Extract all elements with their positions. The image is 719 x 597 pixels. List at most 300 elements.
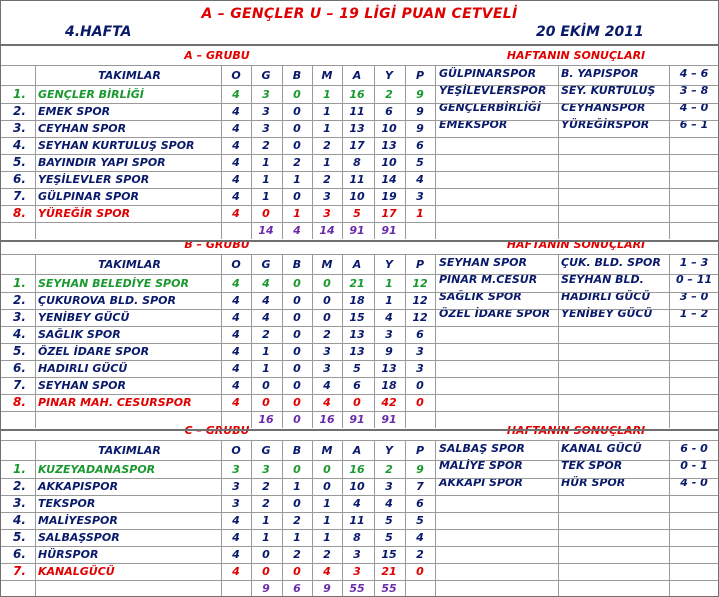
stat-m: 0 bbox=[323, 463, 331, 476]
stat-b: 0 bbox=[293, 362, 301, 375]
grid-column-line bbox=[282, 254, 283, 428]
stat-p: 1 bbox=[416, 207, 424, 220]
stat-o: 4 bbox=[232, 379, 240, 392]
total-g: 14 bbox=[258, 224, 274, 237]
stat-o: 4 bbox=[232, 105, 240, 118]
team-rank: 5. bbox=[13, 530, 26, 544]
grid-column-line bbox=[312, 440, 313, 597]
team-rank: 1. bbox=[13, 276, 26, 290]
grid-column-line bbox=[251, 254, 252, 428]
team-name: HADIRLI GÜCÜ bbox=[38, 362, 128, 375]
result-away-team: YENİBEY GÜCÜ bbox=[561, 307, 653, 320]
team-name: SEYHAN SPOR bbox=[38, 379, 126, 392]
total-b: 0 bbox=[293, 413, 301, 426]
stat-a: 5 bbox=[353, 207, 361, 220]
stat-g: 0 bbox=[262, 207, 270, 220]
stat-a: 6 bbox=[353, 379, 361, 392]
results-title: HAFTANIN SONUÇLARI bbox=[506, 424, 646, 437]
group-title: A – GRUBU bbox=[184, 49, 250, 62]
team-rank: 5. bbox=[13, 344, 26, 358]
team-rank: 7. bbox=[13, 189, 26, 203]
grid-line bbox=[1, 309, 718, 310]
stat-g: 4 bbox=[262, 277, 270, 290]
grid-line bbox=[1, 292, 718, 293]
result-home-team: GENÇLERBİRLİĞİ bbox=[439, 101, 541, 114]
stat-y: 6 bbox=[385, 105, 393, 118]
grid-line bbox=[1, 563, 718, 564]
total-y: 91 bbox=[381, 413, 397, 426]
column-header-y: Y bbox=[385, 258, 393, 271]
stat-a: 8 bbox=[353, 531, 361, 544]
stat-a: 3 bbox=[353, 565, 361, 578]
stat-y: 13 bbox=[381, 362, 397, 375]
team-name: CEYHAN SPOR bbox=[38, 122, 127, 135]
stat-m: 1 bbox=[323, 105, 331, 118]
stat-g: 0 bbox=[262, 548, 270, 561]
stat-a: 17 bbox=[349, 139, 365, 152]
stat-y: 1 bbox=[385, 294, 393, 307]
total-b: 4 bbox=[293, 224, 301, 237]
stat-y: 42 bbox=[381, 396, 397, 409]
stat-y: 4 bbox=[385, 311, 393, 324]
stat-g: 3 bbox=[262, 88, 270, 101]
stat-m: 4 bbox=[323, 396, 331, 409]
team-rank: 7. bbox=[13, 564, 26, 578]
stat-o: 4 bbox=[232, 122, 240, 135]
grid-line bbox=[1, 512, 718, 513]
stat-g: 0 bbox=[262, 396, 270, 409]
stat-b: 0 bbox=[293, 277, 301, 290]
result-away-team: CEYHANSPOR bbox=[561, 101, 646, 114]
grid-column-line bbox=[669, 65, 670, 239]
stat-m: 1 bbox=[323, 156, 331, 169]
stat-o: 4 bbox=[232, 548, 240, 561]
stat-m: 3 bbox=[323, 362, 331, 375]
stat-b: 0 bbox=[293, 328, 301, 341]
team-name: TEKSPOR bbox=[38, 497, 96, 510]
result-score: 1 – 3 bbox=[679, 256, 709, 269]
stat-a: 13 bbox=[349, 122, 365, 135]
stat-o: 3 bbox=[232, 463, 240, 476]
grid-line bbox=[1, 460, 718, 461]
result-score: 0 - 1 bbox=[680, 459, 708, 472]
stat-p: 9 bbox=[416, 88, 424, 101]
grid-line bbox=[1, 360, 718, 361]
results-title: HAFTANIN SONUÇLARI bbox=[506, 49, 646, 62]
stat-o: 4 bbox=[232, 531, 240, 544]
result-away-team: HÜR SPOR bbox=[561, 476, 626, 489]
grid-line bbox=[1, 546, 718, 547]
team-name: ÖZEL İDARE SPOR bbox=[38, 345, 150, 358]
stat-b: 0 bbox=[293, 88, 301, 101]
stat-o: 4 bbox=[232, 328, 240, 341]
result-home-team: EMEKSPOR bbox=[439, 118, 508, 131]
stat-y: 10 bbox=[381, 122, 397, 135]
result-home-team: SEYHAN SPOR bbox=[439, 256, 527, 269]
stat-g: 4 bbox=[262, 294, 270, 307]
result-home-team: SAĞLIK SPOR bbox=[439, 290, 522, 303]
team-rank: 3. bbox=[13, 496, 26, 510]
team-name: HÜRSPOR bbox=[38, 548, 99, 561]
grid-column-line bbox=[435, 440, 436, 597]
stat-m: 0 bbox=[323, 480, 331, 493]
grid-column-line bbox=[221, 440, 222, 597]
grid-column-line bbox=[35, 65, 36, 239]
stat-y: 21 bbox=[381, 565, 397, 578]
team-name: YEŞİLEVLER SPOR bbox=[38, 173, 150, 186]
team-rank: 6. bbox=[13, 361, 26, 375]
grid-column-line bbox=[374, 440, 375, 597]
grid-column-line bbox=[405, 254, 406, 428]
stat-o: 4 bbox=[232, 514, 240, 527]
team-name: EMEK SPOR bbox=[38, 105, 111, 118]
result-score: 6 - 0 bbox=[680, 442, 708, 455]
sheet-title: A – GENÇLER U – 19 LİGİ PUAN CETVELİ bbox=[201, 6, 518, 22]
stat-b: 0 bbox=[293, 396, 301, 409]
stat-m: 4 bbox=[323, 379, 331, 392]
total-m: 14 bbox=[319, 224, 335, 237]
grid-column-line bbox=[558, 254, 559, 428]
team-name: ÇUKUROVA BLD. SPOR bbox=[38, 294, 176, 307]
grid-column-line bbox=[342, 65, 343, 239]
total-g: 9 bbox=[262, 582, 270, 595]
stat-o: 4 bbox=[232, 277, 240, 290]
stat-o: 4 bbox=[232, 362, 240, 375]
grid-line bbox=[1, 103, 718, 104]
stat-b: 1 bbox=[293, 480, 301, 493]
total-g: 16 bbox=[258, 413, 274, 426]
result-away-team: YÜREĞİRSPOR bbox=[561, 118, 650, 131]
stat-g: 1 bbox=[262, 362, 270, 375]
stat-p: 6 bbox=[416, 497, 424, 510]
stat-y: 5 bbox=[385, 531, 393, 544]
stat-y: 18 bbox=[381, 379, 397, 392]
stat-g: 1 bbox=[262, 514, 270, 527]
stat-p: 12 bbox=[412, 277, 428, 290]
stat-m: 3 bbox=[323, 190, 331, 203]
grid-line bbox=[1, 171, 718, 172]
column-header-m: M bbox=[321, 69, 333, 82]
stat-p: 7 bbox=[416, 480, 424, 493]
column-header-m: M bbox=[321, 444, 333, 457]
column-header-p: P bbox=[415, 258, 425, 271]
result-home-team: YEŞİLEVLERSPOR bbox=[439, 84, 547, 97]
grid-line bbox=[1, 188, 718, 189]
grid-column-line bbox=[342, 440, 343, 597]
stat-g: 4 bbox=[262, 311, 270, 324]
team-name: SAĞLIK SPOR bbox=[38, 328, 121, 341]
stat-p: 9 bbox=[416, 463, 424, 476]
result-home-team: ÖZEL İDARE SPOR bbox=[439, 307, 551, 320]
stat-p: 12 bbox=[412, 311, 428, 324]
stat-a: 11 bbox=[349, 514, 365, 527]
stat-y: 19 bbox=[381, 190, 397, 203]
grid-line bbox=[1, 274, 718, 275]
column-header-m: M bbox=[321, 258, 333, 271]
result-score: 4 - 0 bbox=[680, 476, 708, 489]
result-home-team: PINAR M.CESUR bbox=[439, 273, 538, 286]
grid-line bbox=[1, 377, 718, 378]
grid-line bbox=[1, 411, 718, 412]
grid-line bbox=[1, 495, 718, 496]
stat-o: 3 bbox=[232, 497, 240, 510]
team-name: SEYHAN KURTULUŞ SPOR bbox=[38, 139, 195, 152]
stat-p: 4 bbox=[416, 173, 424, 186]
team-rank: 5. bbox=[13, 155, 26, 169]
grid-column-line bbox=[312, 65, 313, 239]
total-a: 91 bbox=[349, 224, 365, 237]
column-header-y: Y bbox=[385, 69, 393, 82]
stat-p: 5 bbox=[416, 514, 424, 527]
column-header-b: B bbox=[292, 444, 302, 457]
total-a: 55 bbox=[349, 582, 365, 595]
stat-a: 0 bbox=[353, 396, 361, 409]
result-score: 6 – 1 bbox=[679, 118, 709, 131]
team-rank: 6. bbox=[13, 547, 26, 561]
grid-column-line bbox=[35, 254, 36, 428]
result-score: 1 – 2 bbox=[679, 307, 709, 320]
group-divider bbox=[1, 429, 718, 431]
stat-y: 15 bbox=[381, 548, 397, 561]
grid-column-line bbox=[251, 65, 252, 239]
team-rank: 8. bbox=[13, 395, 26, 409]
grid-line bbox=[1, 254, 718, 255]
column-header-g: G bbox=[261, 258, 271, 271]
stat-b: 0 bbox=[293, 345, 301, 358]
stat-a: 16 bbox=[349, 463, 365, 476]
grid-column-line bbox=[35, 440, 36, 597]
stat-p: 5 bbox=[416, 156, 424, 169]
stat-p: 6 bbox=[416, 328, 424, 341]
result-home-team: SALBAŞ SPOR bbox=[439, 442, 525, 455]
result-away-team: TEK SPOR bbox=[561, 459, 623, 472]
result-away-team: ÇUK. BLD. SPOR bbox=[561, 256, 661, 269]
stat-a: 13 bbox=[349, 345, 365, 358]
result-score: 3 – 0 bbox=[679, 290, 709, 303]
column-header-teams: TAKIMLAR bbox=[98, 444, 161, 457]
stat-m: 2 bbox=[323, 328, 331, 341]
stat-o: 4 bbox=[232, 207, 240, 220]
team-rank: 3. bbox=[13, 121, 26, 135]
result-home-team: AKKAPI SPOR bbox=[439, 476, 523, 489]
stat-m: 3 bbox=[323, 207, 331, 220]
stat-a: 15 bbox=[349, 311, 365, 324]
stat-m: 1 bbox=[323, 531, 331, 544]
stat-p: 0 bbox=[416, 396, 424, 409]
stat-y: 4 bbox=[385, 497, 393, 510]
stat-y: 3 bbox=[385, 328, 393, 341]
stat-m: 1 bbox=[323, 122, 331, 135]
stat-m: 1 bbox=[323, 514, 331, 527]
team-rank: 1. bbox=[13, 462, 26, 476]
grid-line bbox=[1, 529, 718, 530]
stat-o: 4 bbox=[232, 311, 240, 324]
results-title: HAFTANIN SONUÇLARI bbox=[506, 238, 646, 251]
stat-y: 2 bbox=[385, 463, 393, 476]
team-name: GENÇLER BİRLİĞİ bbox=[38, 88, 144, 101]
column-header-o: O bbox=[231, 258, 241, 271]
total-y: 91 bbox=[381, 224, 397, 237]
stat-a: 18 bbox=[349, 294, 365, 307]
team-rank: 2. bbox=[13, 104, 26, 118]
column-header-y: Y bbox=[385, 444, 393, 457]
grid-line bbox=[1, 137, 718, 138]
stat-b: 1 bbox=[293, 207, 301, 220]
column-header-a: A bbox=[352, 444, 362, 457]
grid-line bbox=[1, 580, 718, 581]
total-b: 6 bbox=[293, 582, 301, 595]
stat-g: 1 bbox=[262, 156, 270, 169]
stat-m: 2 bbox=[323, 139, 331, 152]
stat-a: 5 bbox=[353, 362, 361, 375]
column-header-g: G bbox=[261, 69, 271, 82]
column-header-teams: TAKIMLAR bbox=[98, 69, 161, 82]
stat-g: 3 bbox=[262, 463, 270, 476]
stat-a: 3 bbox=[353, 548, 361, 561]
total-m: 16 bbox=[319, 413, 335, 426]
team-rank: 3. bbox=[13, 310, 26, 324]
stat-g: 2 bbox=[262, 480, 270, 493]
stat-g: 2 bbox=[262, 139, 270, 152]
grid-line bbox=[1, 154, 718, 155]
column-header-b: B bbox=[292, 258, 302, 271]
team-name: YENİBEY GÜCÜ bbox=[38, 311, 130, 324]
stat-y: 3 bbox=[385, 480, 393, 493]
stat-m: 2 bbox=[323, 548, 331, 561]
stat-p: 3 bbox=[416, 345, 424, 358]
stat-p: 0 bbox=[416, 379, 424, 392]
stat-y: 10 bbox=[381, 156, 397, 169]
team-rank: 4. bbox=[13, 327, 26, 341]
team-name: AKKAPISPOR bbox=[38, 480, 119, 493]
result-away-team: SEYHAN BLD. bbox=[561, 273, 644, 286]
stat-o: 3 bbox=[232, 480, 240, 493]
stat-p: 9 bbox=[416, 122, 424, 135]
stat-a: 4 bbox=[353, 497, 361, 510]
total-m: 9 bbox=[323, 582, 331, 595]
stat-o: 4 bbox=[232, 396, 240, 409]
team-rank: 6. bbox=[13, 172, 26, 186]
stat-b: 2 bbox=[293, 156, 301, 169]
stat-a: 16 bbox=[349, 88, 365, 101]
group-divider bbox=[1, 240, 718, 242]
stat-b: 0 bbox=[293, 311, 301, 324]
grid-line bbox=[1, 222, 718, 223]
stat-g: 1 bbox=[262, 531, 270, 544]
stat-b: 2 bbox=[293, 514, 301, 527]
stat-y: 14 bbox=[381, 173, 397, 186]
grid-column-line bbox=[669, 254, 670, 428]
stat-o: 4 bbox=[232, 173, 240, 186]
week-label: 4.HAFTA bbox=[65, 24, 132, 40]
stat-g: 3 bbox=[262, 122, 270, 135]
grid-line bbox=[1, 394, 718, 395]
stat-b: 2 bbox=[293, 548, 301, 561]
stat-o: 4 bbox=[232, 156, 240, 169]
team-name: PINAR MAH. CESURSPOR bbox=[38, 396, 192, 409]
stat-y: 17 bbox=[381, 207, 397, 220]
stat-b: 0 bbox=[293, 463, 301, 476]
stat-g: 0 bbox=[262, 379, 270, 392]
result-away-team: SEY. KURTULUŞ bbox=[561, 84, 656, 97]
stat-g: 2 bbox=[262, 328, 270, 341]
stat-y: 1 bbox=[385, 277, 393, 290]
title-divider bbox=[1, 44, 718, 46]
column-header-p: P bbox=[415, 444, 425, 457]
team-name: BAYINDIR YAPI SPOR bbox=[38, 156, 166, 169]
stat-a: 21 bbox=[349, 277, 365, 290]
stat-p: 0 bbox=[416, 565, 424, 578]
grid-column-line bbox=[405, 440, 406, 597]
stat-m: 1 bbox=[323, 497, 331, 510]
team-rank: 4. bbox=[13, 513, 26, 527]
grid-column-line bbox=[251, 440, 252, 597]
stat-b: 1 bbox=[293, 173, 301, 186]
stat-y: 5 bbox=[385, 514, 393, 527]
grid-line bbox=[1, 85, 718, 86]
stat-b: 0 bbox=[293, 190, 301, 203]
grid-line bbox=[1, 120, 718, 121]
stat-g: 1 bbox=[262, 173, 270, 186]
stat-p: 2 bbox=[416, 548, 424, 561]
stat-g: 3 bbox=[262, 105, 270, 118]
team-name: SEYHAN BELEDİYE SPOR bbox=[38, 277, 189, 290]
result-home-team: MALİYE SPOR bbox=[439, 459, 523, 472]
stat-m: 0 bbox=[323, 294, 331, 307]
stat-p: 6 bbox=[416, 139, 424, 152]
group-title: B – GRUBU bbox=[184, 238, 250, 251]
stat-b: 0 bbox=[293, 139, 301, 152]
grid-line bbox=[1, 343, 718, 344]
team-rank: 2. bbox=[13, 293, 26, 307]
stat-b: 0 bbox=[293, 122, 301, 135]
grid-column-line bbox=[435, 65, 436, 239]
grid-line bbox=[1, 205, 718, 206]
stat-m: 0 bbox=[323, 311, 331, 324]
result-score: 0 – 11 bbox=[675, 273, 713, 286]
stat-o: 4 bbox=[232, 294, 240, 307]
stat-m: 3 bbox=[323, 345, 331, 358]
result-away-team: HADIRLI GÜCÜ bbox=[561, 290, 651, 303]
column-header-teams: TAKIMLAR bbox=[98, 258, 161, 271]
total-a: 91 bbox=[349, 413, 365, 426]
stat-p: 3 bbox=[416, 190, 424, 203]
stat-p: 3 bbox=[416, 362, 424, 375]
team-name: YÜREĞİR SPOR bbox=[38, 207, 131, 220]
stat-b: 0 bbox=[293, 105, 301, 118]
stat-b: 0 bbox=[293, 294, 301, 307]
team-name: MALİYESPOR bbox=[38, 514, 118, 527]
team-name: KANALGÜCÜ bbox=[38, 565, 115, 578]
stat-b: 0 bbox=[293, 379, 301, 392]
stat-p: 4 bbox=[416, 531, 424, 544]
team-rank: 8. bbox=[13, 206, 26, 220]
column-header-o: O bbox=[231, 69, 241, 82]
stat-m: 4 bbox=[323, 565, 331, 578]
stat-p: 12 bbox=[412, 294, 428, 307]
stat-g: 2 bbox=[262, 497, 270, 510]
stat-g: 1 bbox=[262, 190, 270, 203]
stat-y: 13 bbox=[381, 139, 397, 152]
stat-o: 4 bbox=[232, 88, 240, 101]
stat-m: 0 bbox=[323, 277, 331, 290]
stat-g: 1 bbox=[262, 345, 270, 358]
team-rank: 1. bbox=[13, 87, 26, 101]
grid-column-line bbox=[435, 254, 436, 428]
column-header-o: O bbox=[231, 444, 241, 457]
result-home-team: GÜLPINARSPOR bbox=[439, 67, 537, 80]
column-header-b: B bbox=[292, 69, 302, 82]
